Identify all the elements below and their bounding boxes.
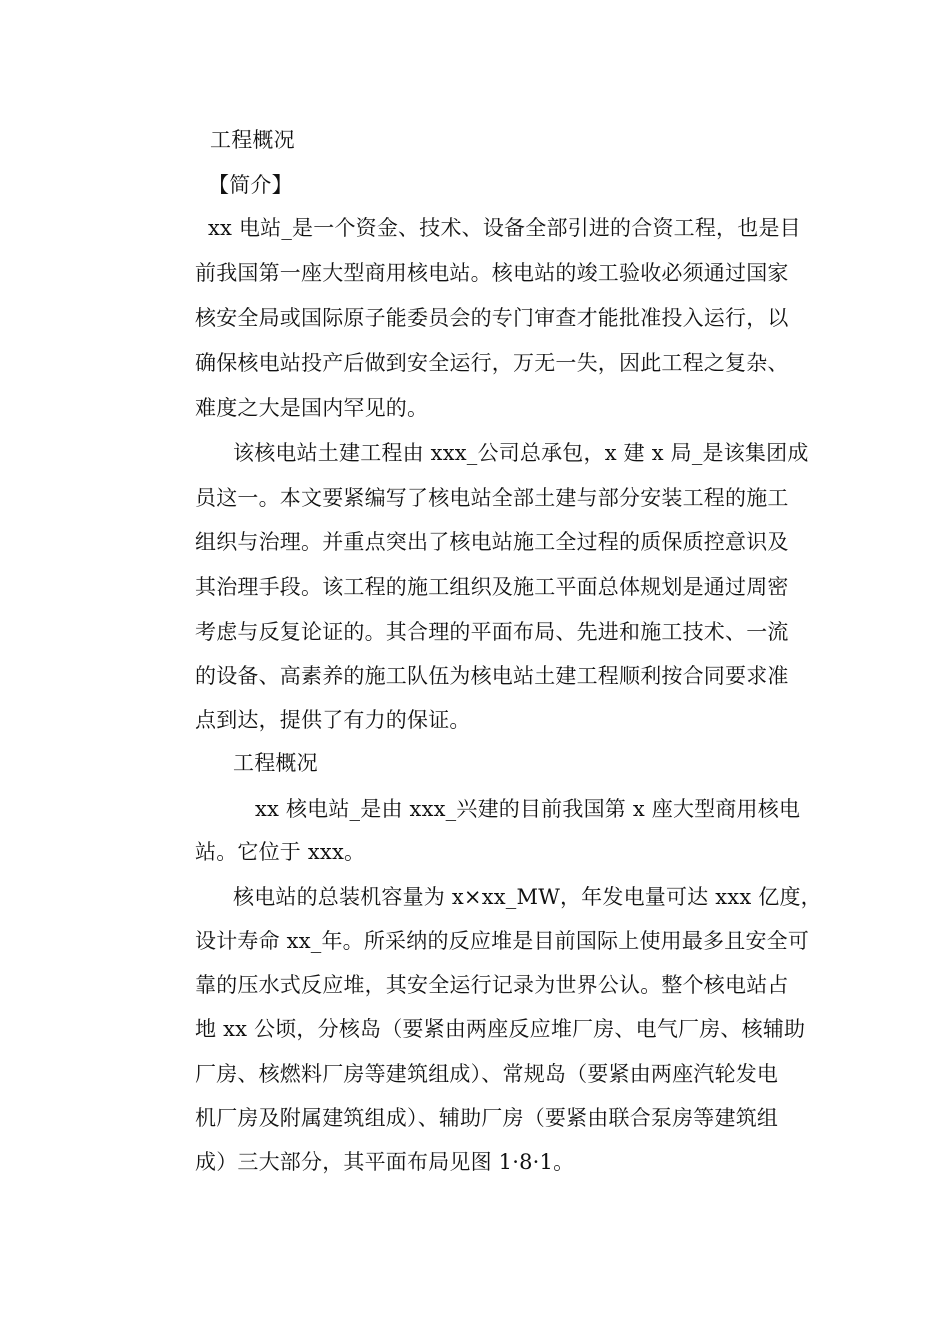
text-line: 考虑与反复论证的。其合理的平面布局、先进和施工技术、一流: [195, 620, 789, 644]
text-line: 地 xx 公顷，分核岛（要紧由两座反应堆厂房、电气厂房、核辅助: [195, 1017, 806, 1041]
text-line: xx 核电站_是由 xxx_兴建的目前我国第 x 座大型商用核电: [255, 797, 801, 821]
text-line: 确保核电站投产后做到安全运行，万无一失，因此工程之复杂、: [195, 351, 789, 375]
text-line: 该核电站土建工程由 xxx_公司总承包，x 建 x 局_是该集团成: [233, 441, 809, 465]
text-line: 靠的压水式反应堆，其安全运行记录为世界公认。整个核电站占: [195, 973, 789, 997]
document-heading: 工程概况: [210, 128, 295, 152]
text-line: 其治理手段。该工程的施工组织及施工平面总体规划是通过周密: [195, 575, 789, 599]
text-line: 成）三大部分，其平面布局见图 1·8·1。: [195, 1150, 575, 1174]
text-line: 前我国第一座大型商用核电站。核电站的竣工验收必须通过国家: [195, 261, 789, 285]
intro-label: 【简介】: [208, 173, 293, 197]
text-line: 员这一。本文要紧编写了核电站全部土建与部分安装工程的施工: [195, 486, 789, 510]
text-line: 设计寿命 xx_年。所采纳的反应堆是目前国际上使用最多且安全可: [195, 929, 810, 953]
text-line: 的设备、高素养的施工队伍为核电站土建工程顺利按合同要求准: [195, 664, 789, 688]
text-line: 核安全局或国际原子能委员会的专门审查才能批准投入运行，以: [195, 306, 789, 330]
section-heading: 工程概况: [233, 751, 318, 775]
text-line: 厂房、核燃料厂房等建筑组成）、常规岛（要紧由两座汽轮发电: [195, 1062, 779, 1086]
text-line: 组织与治理。并重点突出了核电站施工全过程的质保质控意识及: [195, 530, 789, 554]
text-line: 站。它位于 xxx。: [195, 840, 366, 864]
text-line: xx 电站_是一个资金、技术、设备全部引进的合资工程，也是目: [208, 216, 801, 240]
text-line: 核电站的总装机容量为 x×xx_MW，年发电量可达 xxx 亿度，: [233, 885, 822, 909]
text-line: 点到达，提供了有力的保证。: [195, 708, 471, 732]
text-line: 机厂房及附属建筑组成）、辅助厂房（要紧由联合泵房等建筑组: [195, 1106, 779, 1130]
text-line: 难度之大是国内罕见的。: [195, 396, 429, 420]
